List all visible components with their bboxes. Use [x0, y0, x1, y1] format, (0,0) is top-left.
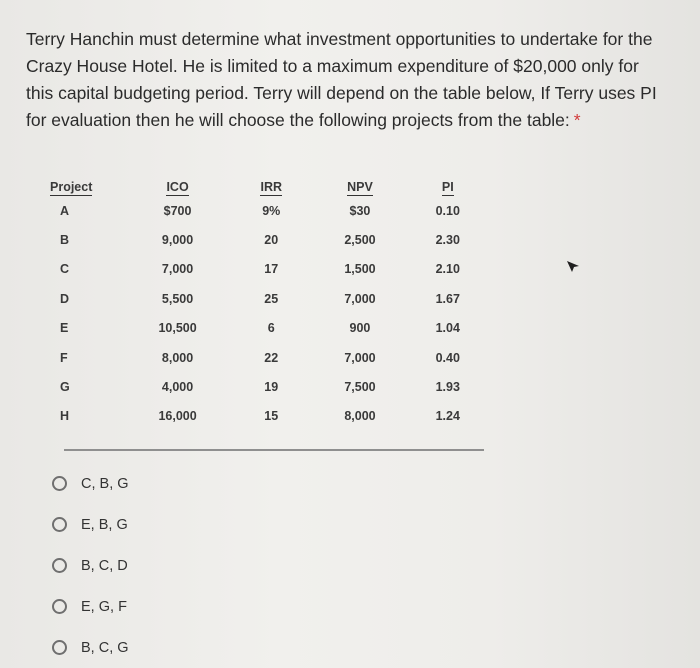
- cell-irr: 19: [264, 380, 279, 395]
- cell-ico: 16,000: [158, 409, 197, 424]
- cell-pi: 0.10: [435, 203, 460, 218]
- radio-button[interactable]: [52, 599, 67, 614]
- header-project: Project: [50, 180, 93, 194]
- cell-npv: 2,500: [344, 233, 376, 248]
- cell-project: B: [60, 233, 70, 248]
- cell-npv: 900: [349, 321, 371, 336]
- radio-button[interactable]: [52, 476, 67, 491]
- cell-pi: 1.93: [435, 380, 460, 395]
- cell-project: F: [60, 350, 68, 365]
- cell-project: C: [60, 262, 70, 277]
- option-label: E, B, G: [81, 516, 128, 533]
- question-text: [26, 26, 666, 134]
- cell-irr: 22: [264, 350, 279, 365]
- cell-ico: 10,500: [158, 321, 197, 336]
- radio-button[interactable]: [52, 517, 67, 532]
- cell-npv: 7,000: [344, 350, 376, 365]
- cell-ico: 8,000: [161, 350, 194, 365]
- table-row: [50, 372, 482, 401]
- cell-npv: 7,000: [344, 291, 376, 306]
- cell-ico: 9,000: [161, 233, 194, 248]
- option-label: C, B, G: [81, 475, 129, 492]
- cell-irr: 15: [264, 409, 279, 424]
- cell-pi: 2.10: [435, 262, 460, 277]
- table-row: [50, 343, 482, 372]
- table-row: [50, 314, 482, 343]
- table-row: [50, 225, 482, 254]
- cell-pi: 2.30: [435, 233, 460, 248]
- table-divider: [64, 449, 484, 451]
- cell-irr: 6: [267, 321, 275, 336]
- cell-pi: 1.24: [435, 409, 460, 424]
- cell-project: D: [60, 291, 70, 306]
- header-ico: ICO: [166, 180, 189, 194]
- cell-ico: 7,000: [161, 262, 194, 277]
- cell-irr: 17: [264, 262, 279, 277]
- radio-button[interactable]: [52, 640, 67, 655]
- option-label: B, C, G: [81, 639, 129, 656]
- required-marker: *: [573, 110, 581, 130]
- cell-irr: 25: [264, 291, 279, 306]
- option-1[interactable]: [52, 463, 129, 504]
- option-label: E, G, F: [81, 598, 127, 615]
- question-body: Terry Hanchin must determine what investment opportunities to undertake for the Crazy House Hotel. He is limited to a maximum expenditure of $20,000 only for this capital budgeting period. Terry will depend on the table below, If Terry uses PI for evaluation then he will choose the following projects from the table:: [26, 29, 657, 130]
- option-label: B, C, D: [81, 557, 128, 574]
- table-row: [50, 402, 482, 431]
- table-row: [50, 255, 482, 284]
- answer-options: [52, 463, 129, 668]
- cell-ico: $700: [163, 203, 192, 218]
- cell-ico: 4,000: [161, 380, 194, 395]
- radio-button[interactable]: [52, 558, 67, 573]
- header-npv: NPV: [347, 180, 373, 194]
- option-4[interactable]: [52, 586, 129, 627]
- cell-project: G: [60, 380, 70, 395]
- cell-pi: 1.04: [435, 321, 460, 336]
- option-2[interactable]: [52, 504, 129, 545]
- cell-project: H: [60, 409, 70, 424]
- cell-pi: 0.40: [435, 350, 460, 365]
- table-row: [50, 284, 482, 313]
- mouse-pointer-icon: [565, 258, 581, 279]
- cell-pi: 1.67: [435, 291, 460, 306]
- cell-project: A: [60, 203, 70, 218]
- option-3[interactable]: [52, 545, 129, 586]
- table-row: [50, 196, 482, 225]
- projects-table: [50, 170, 482, 431]
- cell-npv: 8,000: [344, 409, 376, 424]
- table-header-row: [50, 170, 482, 196]
- option-5[interactable]: [52, 627, 129, 668]
- cell-npv: 7,500: [344, 380, 376, 395]
- cell-ico: 5,500: [161, 291, 194, 306]
- cell-irr: 20: [264, 233, 279, 248]
- header-irr: IRR: [260, 180, 282, 194]
- cell-npv: 1,500: [344, 262, 376, 277]
- cell-npv: $30: [349, 203, 371, 218]
- cell-project: E: [60, 321, 69, 336]
- cell-irr: 9%: [262, 203, 281, 218]
- header-pi: PI: [441, 180, 454, 194]
